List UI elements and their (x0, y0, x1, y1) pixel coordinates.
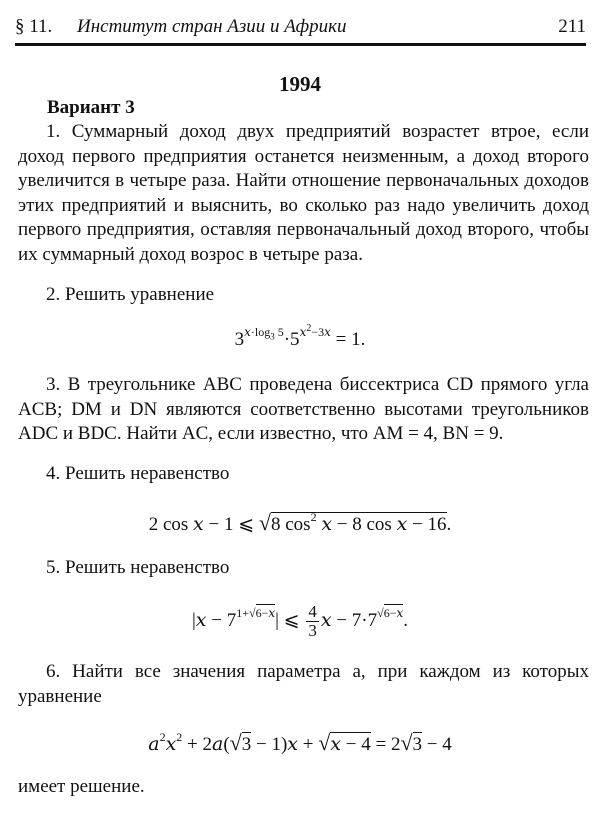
section-number: § 11. (15, 16, 53, 37)
year-heading: 1994 (279, 72, 321, 96)
running-header (15, 14, 586, 40)
problem-2-text: 2. Решить уравнение (46, 284, 215, 305)
chapter-title: Институт стран Азии и Африки (77, 16, 347, 37)
problem-6-text: 6. Найти все значения параметра a, при каждом из которых уравнение (18, 661, 589, 707)
problem-4-inequality: 2 cos x − 1 ⩽ √8 $\cos^2 x - 8$ cos x − 16. (148, 510, 452, 535)
problem-1-text: 1. Суммарный доход двух предприятий возрастет втрое, если доход первого предприятия останется неизменным, а доход второго увеличится в четыре раза. Найти отношение первоначальных доходов этих предприятий и выяснить, во сколько раз надо увеличить доход первого предприятия, оставляя первоначальный доход второго, чтобы их суммарный доход возрос в четыре раза. (18, 121, 589, 265)
problem-5-inequality: $|x - 7^{1+√6-x}|$ ⩽ $\frac{4}{3}$ $x - 7\cdot 7^{√6-x}$. (191, 602, 409, 640)
problem-6-ending: имеет решение. (18, 776, 145, 797)
problem-5-text: 5. Решить неравенство (46, 557, 230, 578)
page-number: 211 (558, 16, 586, 37)
header-rule (15, 43, 586, 46)
problem-4-text: 4. Решить неравенство (46, 463, 230, 484)
variant-heading: Вариант 3 (47, 97, 135, 118)
problem-6-equation: $a^2x^2 + 2a(√3 - 1)x + √x - 4 = 2√3 - 4$ (148, 730, 452, 755)
problem-3-text: 3. В треугольнике ABC проведена биссектриса CD прямого угла ACB; DM и DN являются соответственно высотами треугольников ADC и BDC. Найти AC, если известно, что AM = 4, BN = 9. (18, 374, 589, 445)
problem-2-equation: $3^{x\cdot log_3 5}\cdot 5^{x^2-3x} = 1$. (234, 323, 366, 350)
